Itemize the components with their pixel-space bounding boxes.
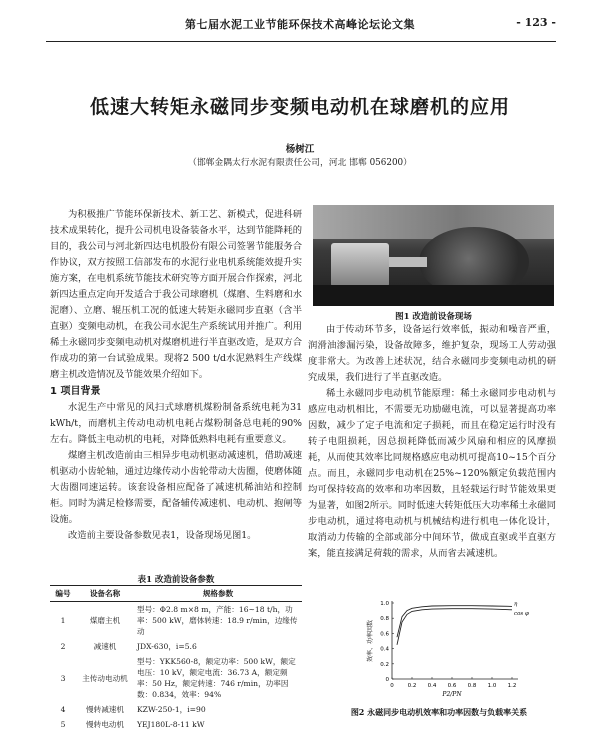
photo-motor <box>331 243 389 287</box>
column-header-no: 编号 <box>50 586 76 602</box>
section-1-paragraph-3: 改造前主要设备参数见表1，设备现场见图1。 <box>68 530 257 541</box>
cell-spec: JDX-630，i=5.6 <box>137 642 197 651</box>
y-tick-label: 1.0 <box>380 601 389 607</box>
table-row <box>50 717 302 729</box>
journal-title: 第七届水泥工业节能环保技术高峰论坛论文集 <box>185 18 415 31</box>
intro-paragraph: 为积极推广节能环保新技术、新工艺、新模式，促进科研技术成果转化，提升公司机电设备装备水平，达到节能降耗的目的，我公司与河北新四达电机股份有限公司签署节能服务合作协议，双方按照工信部发布的水泥行业电机系统能效提升实施方案，在电机系统节能技术研究等方面开展合作探索，河北新四达重点定向开发适合于我公司球磨机（煤磨、生料磨和水泥磨）、立磨、辊压机工况的低速大转矩永磁同步直驱（含半直驱）变频电动机，在我公司水泥生产系统试用并推广。利用稀土永磁同步变频电动机对煤磨机进行半直驱改造，是双方合作成功的第一台试验成果。现将2 500 t/d水泥熟料生产线煤磨主机改造情况及节能效果介绍如下。 <box>50 209 302 380</box>
header-rule <box>46 41 556 42</box>
cell-no: 5 <box>50 717 76 729</box>
efficiency-power-factor-chart <box>362 597 532 705</box>
x-tick-label: 1.2 <box>507 683 517 689</box>
cell-spec: YEJ180L-8-11 kW <box>134 717 302 729</box>
equipment-parameters-table <box>50 585 302 729</box>
series-label: cos φ <box>514 610 529 617</box>
y-tick-label: 0.6 <box>380 631 389 638</box>
author-name: 杨树江 <box>285 144 315 155</box>
y-tick-label: 0.8 <box>380 616 389 623</box>
section-1-paragraph-1: 水泥生产中常见的风扫式球磨机煤粉制备系统电耗为31 kWh/t，而磨机主传动电动机电耗占煤粉制备总电耗的90%左右。降低主电动机的电耗，对降低熟料电耗有重要意义。 <box>50 402 302 445</box>
y-axis-label: 效率、功率因数 <box>367 619 374 663</box>
cell-spec: 型号：Φ2.8 m×8 m，产能：16~18 t/h，功率：500 kW，磨体转速：18.9 r/min，边缘传动 <box>137 605 298 636</box>
cell-no: 4 <box>60 705 66 714</box>
x-tick-label: 0.6 <box>447 683 457 689</box>
running-header <box>0 10 600 36</box>
table-row <box>50 602 302 640</box>
column-header-spec: 规格参数 <box>134 586 302 602</box>
author-affiliation: （邯郸金隅太行水泥有限责任公司，河北 邯郸 056200） <box>188 158 412 168</box>
x-axis-label: P2/PN <box>442 691 462 698</box>
figure-1-caption: 图1 改造前设备现场 <box>395 312 472 322</box>
x-tick-label: 0 <box>390 683 394 689</box>
y-tick-label: 0.4 <box>380 646 389 653</box>
table-header-row <box>50 586 302 602</box>
series-line-efficiency <box>397 606 512 638</box>
section-1-heading: 1 项目背景 <box>50 386 101 397</box>
page-number: - 123 - <box>516 16 556 29</box>
x-tick-label: 0.4 <box>427 683 437 689</box>
left-column <box>50 207 302 544</box>
cell-name: 慢转电动机 <box>76 717 134 729</box>
y-tick-label: 0 <box>385 677 389 683</box>
table-1-caption: 表1 改造前设备参数 <box>137 575 215 585</box>
cell-name: 煤磨主机 <box>89 616 121 625</box>
article-title: 低速大转矩永磁同步变频电动机在球磨机的应用 <box>89 96 510 118</box>
cell-name: 减速机 <box>93 642 117 651</box>
column-header-name: 设备名称 <box>76 586 134 602</box>
cell-name: 主传动电动机 <box>82 673 128 683</box>
photo-foundation <box>313 285 554 306</box>
equipment-site-photo <box>313 205 554 306</box>
table-row <box>50 639 302 654</box>
right-column <box>308 322 556 562</box>
table-row <box>50 654 302 702</box>
cell-no: 2 <box>60 642 66 651</box>
figure-2-caption: 图2 永磁同步电动机效率和功率因数与负载率关系 <box>350 707 528 717</box>
cell-spec: 型号：YKK560-8，额定功率：500 kW，额定电压：10 kV，额定电流：36.73 A，额定频率：50 Hz，额定转速：746 r/min，功率因数：0.834，效率：94% <box>137 657 296 699</box>
photo-shaft <box>389 257 427 267</box>
cell-no: 1 <box>60 616 66 625</box>
cell-name: 慢转减速机 <box>86 705 124 714</box>
series-label: η <box>514 601 518 608</box>
x-tick-label: 0.8 <box>467 683 477 689</box>
cell-spec: KZW-250-1，i=90 <box>137 705 206 714</box>
series-line-power-factor <box>397 609 512 645</box>
y-tick-label: 0.2 <box>380 661 389 668</box>
photo-wall <box>313 205 554 239</box>
x-tick-label: 0.2 <box>407 683 417 689</box>
right-paragraph-1: 由于传动环节多，设备运行效率低，振动和噪音严重，润滑油渗漏污染，设备故障多，维护复杂，现场工人劳动强度非常大。为改善上述状况，结合永磁同步变频电动机的研究成果，我们进行了半直驱改造。 <box>308 324 556 383</box>
section-1-paragraph-2: 煤磨主机改造前由三相异步电动机驱动减速机，借助减速机驱动小齿轮轴，通过边缘传动小齿轮带动大齿圈，使磨体随大齿圈同速运转。该套设备相应配备了减速机稀油站和控制柜。同时为满足检修需要，配备辅传减速机、电动机、抱闸等设施。 <box>50 450 302 525</box>
x-tick-label: 1.0 <box>487 683 497 689</box>
cell-no: 3 <box>60 673 66 683</box>
right-paragraph-2: 稀土永磁同步电动机节能原理：稀土永磁同步电动机与感应电动机相比，不需要无功励磁电流，可以显著提高功率因数，减少了定子电流和定子损耗，而且在稳定运行时没有转子电阻损耗，因总损耗降低而减少风扇和相应的风摩损耗，从而使其效率比同规格感应电动机可提高10~15个百分点。而且，永磁同步电动机在25%~120%额定负载范围内均可保持较高的效率和功率因数，且轻载运行时节能效果更为显著，如图2所示。同时低速大转矩低压大功率稀土永磁同步电动机，通过将电动机与机械结构进行机电一体化设计，取消动力传输的全部或部分中间环节，做成直驱或半直驱方案，能直接满足荷载的需求，从而省去减速机。 <box>308 388 556 559</box>
table-row <box>50 702 302 717</box>
